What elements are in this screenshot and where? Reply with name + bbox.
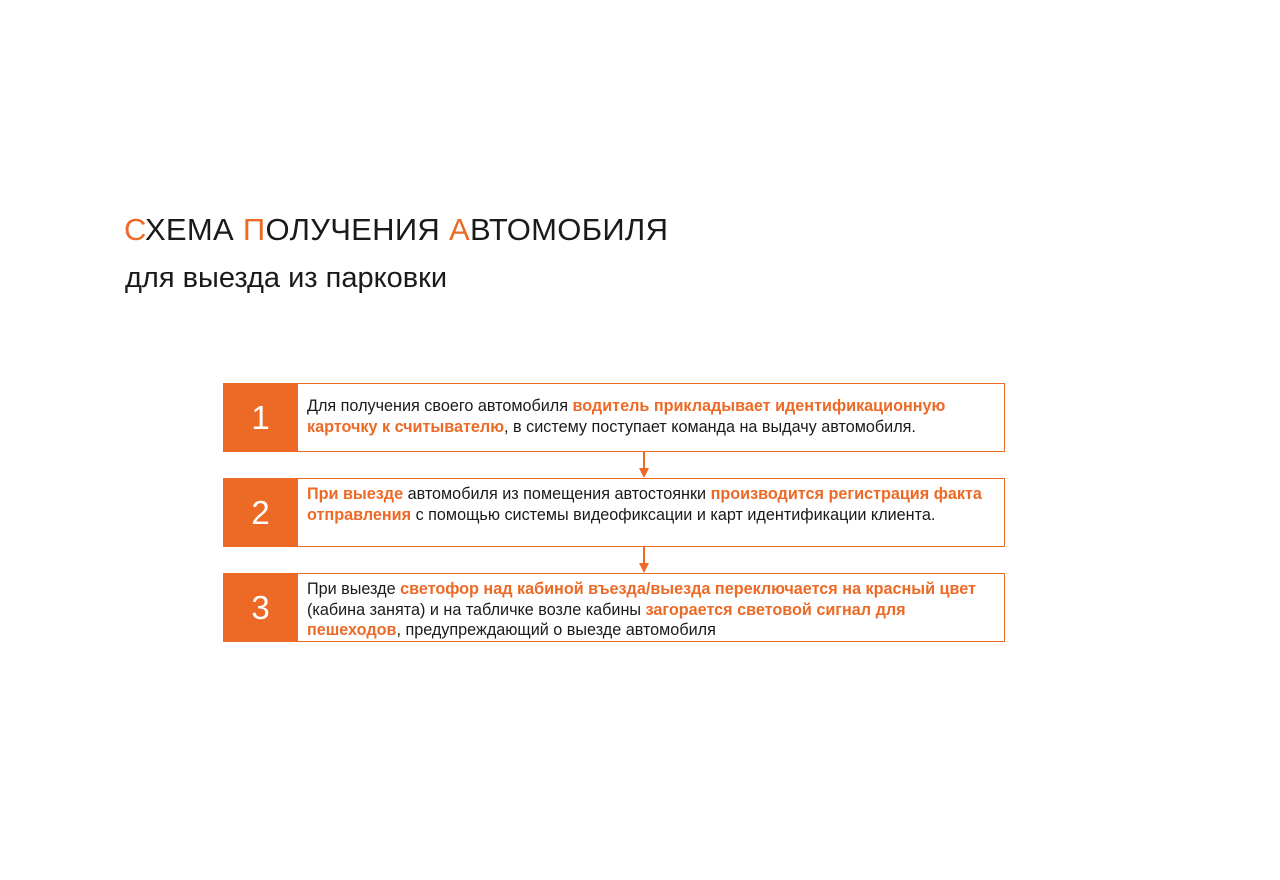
step-segment: При выезде [307, 580, 401, 598]
title-part: С [124, 212, 145, 247]
step-segment: Для получения своего автомобиля [307, 397, 573, 415]
step-segment-highlight: При выезде [307, 485, 404, 503]
step-segment-highlight: производится регистрация факта отправления [307, 485, 982, 524]
step-segment-highlight: светофор над кабиной въезда/выезда переключается на красный цвет [400, 580, 976, 598]
arrow-down-icon [638, 452, 650, 479]
step-box-2 [223, 478, 1005, 547]
step-segment: с помощью системы видеофиксации и карт идентификации клиента. [411, 505, 936, 524]
step-segment: автомобиля из помещения автостоянки [403, 485, 711, 503]
step-segment: , предупреждающий о выезде автомобиля [396, 621, 716, 639]
arrow-down-icon [638, 547, 650, 574]
title-part: П [242, 212, 266, 247]
step-number-2: 2 [223, 478, 298, 547]
step-box-1 [223, 383, 1005, 452]
step-text-3 [307, 579, 998, 641]
step-number-1: 1 [223, 383, 298, 452]
step-segment-highlight: загорается световой сигнал для пешеходов [307, 600, 906, 639]
title-part: ХЕМА [144, 212, 243, 247]
step-segment: (кабина занята) и на табличке возле кабины [307, 600, 646, 619]
title-part: ОЛУЧЕНИЯ [265, 212, 450, 247]
step-segment: , в систему поступает команда на выдачу автомобиля. [504, 417, 916, 436]
step-text-2 [307, 484, 998, 525]
step-segment-highlight: водитель прикладывает идентификационную карточку к считывателю [307, 397, 946, 436]
step-number-3: 3 [223, 573, 298, 642]
page-subtitle: для выезда из парковки [125, 262, 448, 294]
title-part: ВТОМОБИЛЯ [470, 212, 669, 247]
step-text-1 [307, 396, 998, 437]
page-title [124, 212, 668, 248]
title-part: А [449, 212, 471, 247]
step-box-3 [223, 573, 1005, 642]
